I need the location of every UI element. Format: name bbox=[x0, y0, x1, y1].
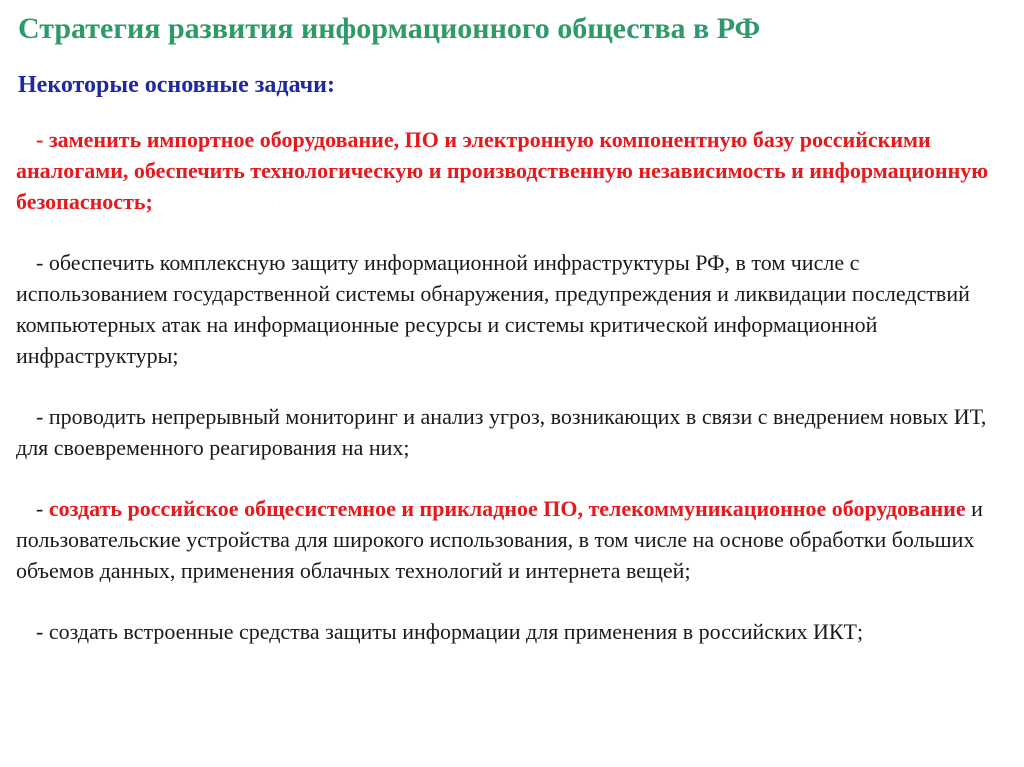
task-item-1 bbox=[16, 124, 1016, 217]
task-dash: - bbox=[36, 250, 49, 275]
task-item-3 bbox=[16, 401, 1016, 463]
task-list bbox=[16, 124, 1016, 677]
task-dash: - bbox=[36, 404, 49, 429]
task-text: обеспечить комплексную защиту информационной инфраструктуры РФ, в том числе с использованием государственной системы обнаружения, предупреждения и ликвидации последствий компьютерных атак на информационные ресурсы и системы критической информационной инфраструктуры; bbox=[16, 250, 970, 368]
slide-title: Стратегия развития информационного общества в РФ bbox=[18, 12, 761, 45]
task-dash: - bbox=[36, 127, 49, 152]
task-text: проводить непрерывный мониторинг и анализ угроз, возникающих в связи с внедрением новых ИТ, для своевременного реагирования на них; bbox=[16, 404, 987, 460]
task-emphasis: заменить импортное оборудование, ПО и электронную компонентную базу российскими аналогами, обеспечить технологическую и производственную независимость и информационную безопасность; bbox=[16, 127, 989, 214]
task-dash: - bbox=[36, 496, 49, 521]
task-item-5 bbox=[16, 616, 1016, 647]
task-dash: - bbox=[36, 619, 49, 644]
slide-subtitle: Некоторые основные задачи: bbox=[18, 72, 335, 98]
task-emphasis: создать российское общесистемное и прикладное ПО, телекоммуникационное оборудование bbox=[48, 496, 966, 521]
task-text: создать встроенные средства защиты информации для применения в российских ИКТ; bbox=[48, 619, 864, 644]
task-item-2 bbox=[16, 247, 1016, 371]
task-item-4 bbox=[16, 493, 1016, 586]
task-text: и пользовательские устройства для широкого использования, в том числе на основе обработки больших объемов данных, применения облачных технологий и интернета вещей; bbox=[16, 496, 983, 583]
